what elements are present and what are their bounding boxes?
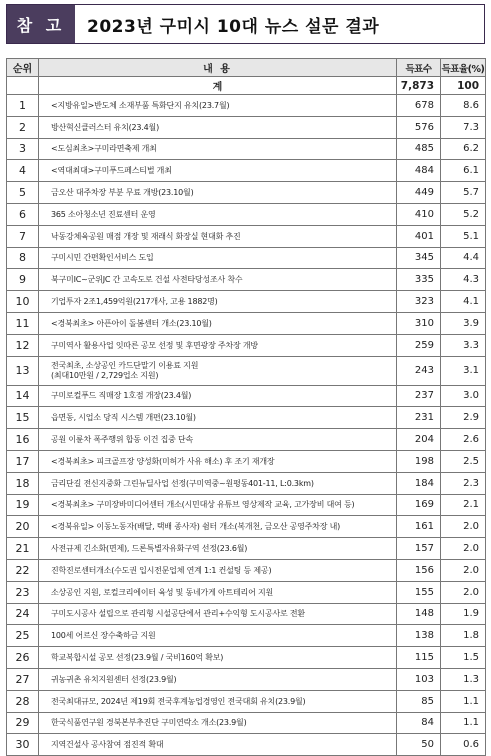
survey-results-table bbox=[6, 58, 486, 756]
table-header-row bbox=[7, 59, 486, 77]
content-cell: 365 소아청소년 진료센터 운영 bbox=[39, 203, 397, 225]
content-line: 전국최초, 소상공인 카드단말기 이용료 지원 bbox=[51, 360, 199, 370]
votes-cell: 485 bbox=[397, 138, 441, 160]
rank-cell: 14 bbox=[7, 385, 39, 407]
content-cell: 귀농귀촌 유치지원센터 선정(23.9월) bbox=[39, 668, 397, 690]
table-row bbox=[7, 625, 486, 647]
content-cell: <경북최초> 아픈아이 돌봄센터 개소(23.10월) bbox=[39, 312, 397, 334]
rate-cell: 2.3 bbox=[441, 472, 486, 494]
rank-cell: 8 bbox=[7, 247, 39, 269]
rank-cell: 20 bbox=[7, 516, 39, 538]
rank-cell: 5 bbox=[7, 182, 39, 204]
rate-cell: 8.6 bbox=[441, 95, 486, 117]
rank-cell: 15 bbox=[7, 407, 39, 429]
votes-cell: 449 bbox=[397, 182, 441, 204]
votes-cell: 237 bbox=[397, 385, 441, 407]
table-row bbox=[7, 690, 486, 712]
table-row bbox=[7, 734, 486, 756]
rate-cell: 5.7 bbox=[441, 182, 486, 204]
votes-cell: 335 bbox=[397, 269, 441, 291]
table-row bbox=[7, 269, 486, 291]
votes-cell: 678 bbox=[397, 95, 441, 117]
content-cell: <도심최초>구미라면축제 개최 bbox=[39, 138, 397, 160]
content-cell: <경북유일> 이동노동자(배달, 택배 종사자) 쉼터 개소(복개천, 금오산 공영주차장 내) bbox=[39, 516, 397, 538]
rank-cell: 18 bbox=[7, 472, 39, 494]
votes-cell: 50 bbox=[397, 734, 441, 756]
rate-cell: 2.0 bbox=[441, 581, 486, 603]
rate-cell: 4.3 bbox=[441, 269, 486, 291]
rank-cell: 7 bbox=[7, 225, 39, 247]
votes-cell: 184 bbox=[397, 472, 441, 494]
rate-cell: 1.1 bbox=[441, 712, 486, 734]
votes-cell: 156 bbox=[397, 559, 441, 581]
table-row bbox=[7, 603, 486, 625]
total-label: 계 bbox=[39, 77, 397, 95]
table-row bbox=[7, 385, 486, 407]
rank-cell: 9 bbox=[7, 269, 39, 291]
rank-cell: 29 bbox=[7, 712, 39, 734]
table-row bbox=[7, 95, 486, 117]
content-cell: 공원 이륜차 폭주행위 합동 이건 집중 단속 bbox=[39, 429, 397, 451]
content-cell: 구미로컬푸드 직매장 1호점 개장(23.4월) bbox=[39, 385, 397, 407]
content-cell: 구미역사 활용사업 잇따른 공모 선정 및 후면광장 주차장 개방 bbox=[39, 334, 397, 356]
total-rank-cell bbox=[7, 77, 39, 95]
rate-cell: 3.1 bbox=[441, 356, 486, 385]
table-row bbox=[7, 559, 486, 581]
content-cell: 지역건설사 공사참여 점진적 확대 bbox=[39, 734, 397, 756]
content-cell: 구미시민 간편확인서비스 도입 bbox=[39, 247, 397, 269]
table-row bbox=[7, 494, 486, 516]
votes-cell: 243 bbox=[397, 356, 441, 385]
rate-cell: 2.0 bbox=[441, 516, 486, 538]
table-row bbox=[7, 247, 486, 269]
rank-cell: 6 bbox=[7, 203, 39, 225]
table-row bbox=[7, 225, 486, 247]
table-row bbox=[7, 356, 486, 385]
rate-cell: 1.1 bbox=[441, 690, 486, 712]
rank-cell: 28 bbox=[7, 690, 39, 712]
rank-cell: 1 bbox=[7, 95, 39, 117]
rank-cell: 16 bbox=[7, 429, 39, 451]
rank-cell: 17 bbox=[7, 450, 39, 472]
table-row bbox=[7, 647, 486, 669]
rank-cell: 27 bbox=[7, 668, 39, 690]
rank-cell: 3 bbox=[7, 138, 39, 160]
content-cell: 구미도시공사 설립으로 관리형 시설공단에서 관리+수익형 도시공사로 전환 bbox=[39, 603, 397, 625]
table-row bbox=[7, 472, 486, 494]
page-title: 2023년 구미시 10대 뉴스 설문 결과 bbox=[87, 16, 380, 37]
rate-cell: 6.2 bbox=[441, 138, 486, 160]
votes-cell: 169 bbox=[397, 494, 441, 516]
rank-cell: 4 bbox=[7, 160, 39, 182]
votes-cell: 410 bbox=[397, 203, 441, 225]
column-header-votes: 득표수 bbox=[397, 59, 441, 77]
content-cell: <역대최대>구미푸드페스티벌 개최 bbox=[39, 160, 397, 182]
rank-cell: 10 bbox=[7, 291, 39, 313]
content-cell: <경북최초> 구미장바미디어센터 개소(시민대상 유튜브 영상제작 교육, 고가장비 대여 등) bbox=[39, 494, 397, 516]
content-cell: 한국식품연구원 경북본부추진단 구미연락소 개소(23.9월) bbox=[39, 712, 397, 734]
votes-cell: 198 bbox=[397, 450, 441, 472]
rate-cell: 6.1 bbox=[441, 160, 486, 182]
content-cell: 사전규제 긴소화(면제), 드론특별자유화구역 선정(23.6월) bbox=[39, 538, 397, 560]
header-banner bbox=[6, 4, 485, 44]
table-row bbox=[7, 712, 486, 734]
votes-cell: 204 bbox=[397, 429, 441, 451]
column-header-rank: 순위 bbox=[7, 59, 39, 77]
rate-cell: 4.1 bbox=[441, 291, 486, 313]
rate-cell: 5.2 bbox=[441, 203, 486, 225]
rank-cell: 2 bbox=[7, 116, 39, 138]
content-cell: 전국최대규모, 2024년 제19회 전국후계농업경영인 전국대회 유치(23.9월) bbox=[39, 690, 397, 712]
content-cell: 방산혁신클러스터 유치(23.4월) bbox=[39, 116, 397, 138]
rate-cell: 2.9 bbox=[441, 407, 486, 429]
votes-cell: 161 bbox=[397, 516, 441, 538]
table-row bbox=[7, 334, 486, 356]
rank-cell: 23 bbox=[7, 581, 39, 603]
table-row bbox=[7, 203, 486, 225]
rate-cell: 0.6 bbox=[441, 734, 486, 756]
total-rate: 100 bbox=[441, 77, 486, 95]
content-cell bbox=[39, 356, 397, 385]
rate-cell: 2.1 bbox=[441, 494, 486, 516]
votes-cell: 157 bbox=[397, 538, 441, 560]
content-cell: <지방유일>반도체 소재부품 특화단지 유치(23.7월) bbox=[39, 95, 397, 117]
rate-cell: 3.0 bbox=[441, 385, 486, 407]
rate-cell: 2.6 bbox=[441, 429, 486, 451]
rate-cell: 1.8 bbox=[441, 625, 486, 647]
votes-cell: 148 bbox=[397, 603, 441, 625]
content-cell: 100세 어르신 장수축하금 지원 bbox=[39, 625, 397, 647]
table-row bbox=[7, 668, 486, 690]
votes-cell: 231 bbox=[397, 407, 441, 429]
rate-cell: 2.0 bbox=[441, 538, 486, 560]
votes-cell: 85 bbox=[397, 690, 441, 712]
rate-cell: 2.5 bbox=[441, 450, 486, 472]
rank-cell: 12 bbox=[7, 334, 39, 356]
rate-cell: 1.3 bbox=[441, 668, 486, 690]
table-row bbox=[7, 450, 486, 472]
votes-cell: 323 bbox=[397, 291, 441, 313]
content-cell: 기업투자 2조1,459억원(217개사, 고용 1882명) bbox=[39, 291, 397, 313]
rate-cell: 1.5 bbox=[441, 647, 486, 669]
table-row bbox=[7, 538, 486, 560]
table-row bbox=[7, 138, 486, 160]
table-row bbox=[7, 160, 486, 182]
content-cell: 진학진로센터개소(수도권 입시전문업체 연계 1:1 컨설팅 등 제공) bbox=[39, 559, 397, 581]
rate-cell: 3.3 bbox=[441, 334, 486, 356]
votes-cell: 576 bbox=[397, 116, 441, 138]
votes-cell: 84 bbox=[397, 712, 441, 734]
votes-cell: 115 bbox=[397, 647, 441, 669]
rank-cell: 19 bbox=[7, 494, 39, 516]
table-row bbox=[7, 407, 486, 429]
total-row bbox=[7, 77, 486, 95]
rank-cell: 26 bbox=[7, 647, 39, 669]
content-cell: <경북최초> 피크골프장 양성화(미허가 사유 해소) 후 조기 재개장 bbox=[39, 450, 397, 472]
table-row bbox=[7, 516, 486, 538]
votes-cell: 103 bbox=[397, 668, 441, 690]
rank-cell: 11 bbox=[7, 312, 39, 334]
rank-cell: 24 bbox=[7, 603, 39, 625]
votes-cell: 484 bbox=[397, 160, 441, 182]
rate-cell: 1.9 bbox=[441, 603, 486, 625]
table-row bbox=[7, 429, 486, 451]
rank-cell: 13 bbox=[7, 356, 39, 385]
content-cell: 금오산 대주차장 부분 무료 개방(23.10월) bbox=[39, 182, 397, 204]
votes-cell: 259 bbox=[397, 334, 441, 356]
rate-cell: 3.9 bbox=[441, 312, 486, 334]
content-cell: 금리단길 전신지중화 그린뉴딜사업 선정(구미역중~원평동401-11, L:0.3km) bbox=[39, 472, 397, 494]
rank-cell: 25 bbox=[7, 625, 39, 647]
total-votes: 7,873 bbox=[397, 77, 441, 95]
content-cell: 북구미IC~군위JC 간 고속도로 건설 사전타당성조사 착수 bbox=[39, 269, 397, 291]
rate-cell: 2.0 bbox=[441, 559, 486, 581]
content-cell: 소상공인 지원, 로컬크리에이터 육성 및 동네가게 아트테리어 지원 bbox=[39, 581, 397, 603]
content-cell: 읍면동, 시업소 당직 시스템 개편(23.10월) bbox=[39, 407, 397, 429]
table-row bbox=[7, 116, 486, 138]
reference-tag: 참 고 bbox=[7, 5, 75, 43]
rank-cell: 22 bbox=[7, 559, 39, 581]
content-line: (최대10만원 / 2,729업소 지원) bbox=[51, 370, 159, 380]
rate-cell: 7.3 bbox=[441, 116, 486, 138]
votes-cell: 155 bbox=[397, 581, 441, 603]
rate-cell: 4.4 bbox=[441, 247, 486, 269]
rank-cell: 30 bbox=[7, 734, 39, 756]
content-cell: 학교복합시설 공모 선정(23.9월 / 국비160억 확보) bbox=[39, 647, 397, 669]
column-header-rate: 득표율(%) bbox=[441, 59, 486, 77]
rate-cell: 5.1 bbox=[441, 225, 486, 247]
table-row bbox=[7, 291, 486, 313]
table-row bbox=[7, 312, 486, 334]
votes-cell: 138 bbox=[397, 625, 441, 647]
votes-cell: 345 bbox=[397, 247, 441, 269]
table-row bbox=[7, 581, 486, 603]
votes-cell: 401 bbox=[397, 225, 441, 247]
table-row bbox=[7, 182, 486, 204]
column-header-content: 내 용 bbox=[39, 59, 397, 77]
content-cell: 낙동강체육공원 매점 개장 및 재래식 화장실 현대화 추진 bbox=[39, 225, 397, 247]
rank-cell: 21 bbox=[7, 538, 39, 560]
votes-cell: 310 bbox=[397, 312, 441, 334]
